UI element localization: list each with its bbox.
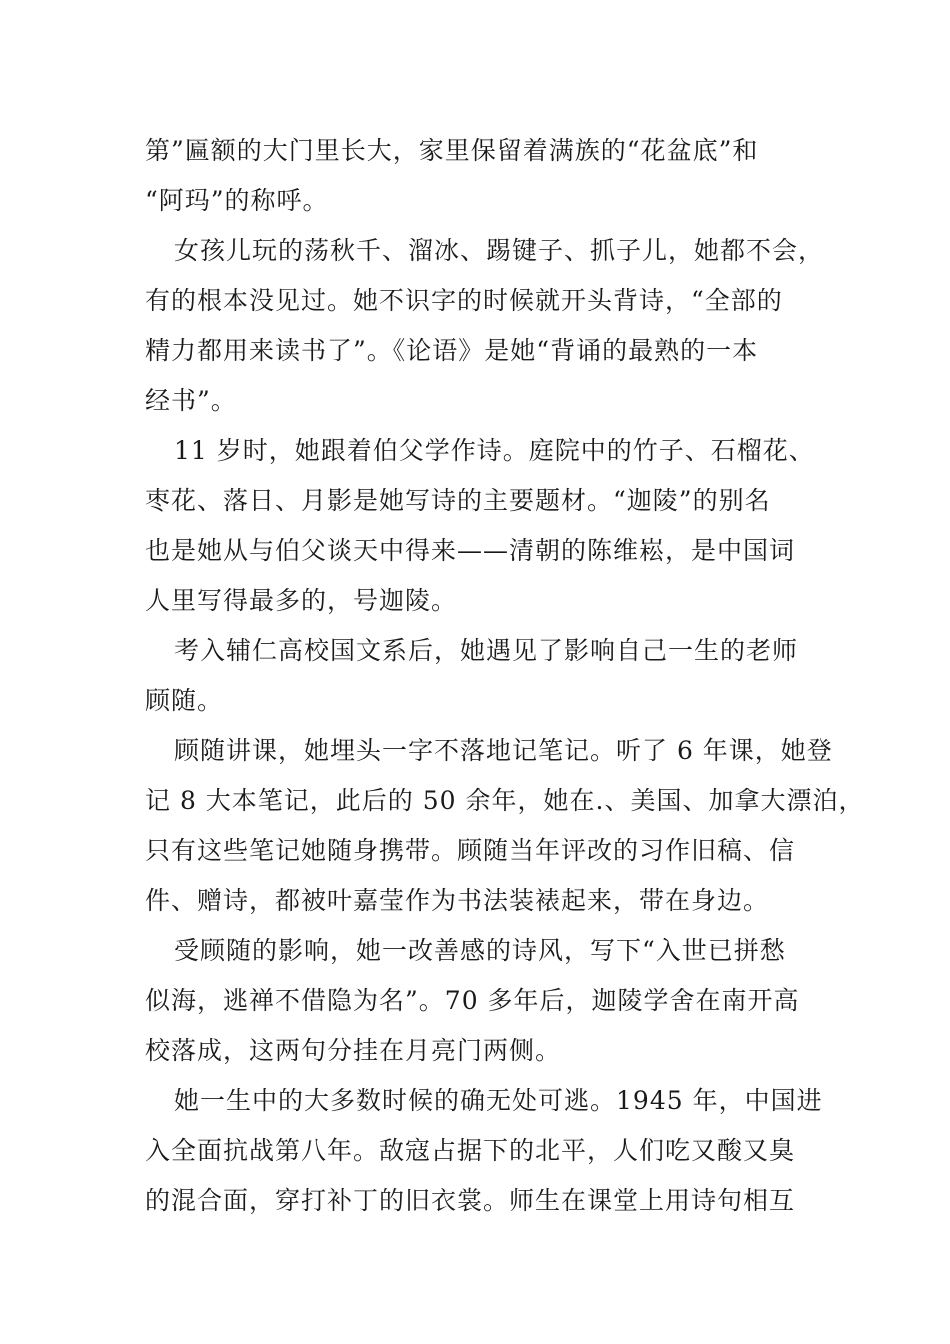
text-line: 有的根本没见过。她不识字的时候就开头背诗，“全部的: [145, 286, 783, 315]
paragraph-first-line: 女孩儿玩的荡秋千、溜冰、踢键子、抓子儿，她都不会，: [174, 236, 825, 265]
text-line: “阿玛”的称呼。: [145, 186, 329, 215]
text-line: 件、赠诗，都被叶嘉莹作为书法装裱起来，带在身边。: [145, 886, 770, 915]
text-line: 入全面抗战第八年。敌寇占据下的北平，人们吃又酸又臭: [145, 1136, 796, 1165]
text-line: 校落成，这两句分挂在月亮门两侧。: [145, 1036, 562, 1065]
text-line: 第”匾额的大门里长大，家里保留着满族的“花盆底”和: [145, 136, 759, 165]
text-line: 精力都用来读书了”。《论语》是她“背诵的最熟的一本: [145, 336, 759, 365]
text-line: 只有这些笔记她随身携带。顾随当年评改的习作旧稿、信: [145, 836, 796, 865]
paragraph-first-line: 顾随讲课，她埋头一字不落地记笔记。听了 6 年课，她登: [174, 736, 833, 765]
text-line: 人里写得最多的，号迦陵。: [145, 586, 458, 615]
paragraph-first-line: 她一生中的大多数时候的确无处可逃。1945 年，中国进: [174, 1086, 823, 1115]
text-line: 似海，逃禅不借隐为名”。70 多年后，迦陵学舍在南开高: [145, 986, 800, 1015]
text-line: 顾随。: [145, 686, 224, 715]
paragraph-first-line: 受顾随的影响，她一改善感的诗风，写下“入世已拼愁: [174, 936, 786, 965]
paragraph-first-line: 考入辅仁高校国文系后，她遇见了影响自己一生的老师: [174, 636, 799, 665]
text-line: 记 8 大本笔记，此后的 50 余年，她在.、美国、加拿大漂泊，: [145, 786, 865, 815]
text-line: 也是她从与伯父谈天中得来——清朝的陈维崧，是中国词: [145, 536, 796, 565]
text-line: 的混合面，穿打补丁的旧衣裳。师生在课堂上用诗句相互: [145, 1186, 796, 1215]
article-body: [145, 126, 865, 1226]
text-line: 经书”。: [145, 386, 237, 415]
paragraph-first-line: 11 岁时，她跟着伯父学作诗。庭院中的竹子、石榴花、: [174, 436, 815, 465]
text-line: 枣花、落日、月影是她写诗的主要题材。“迦陵”的别名: [145, 486, 771, 515]
